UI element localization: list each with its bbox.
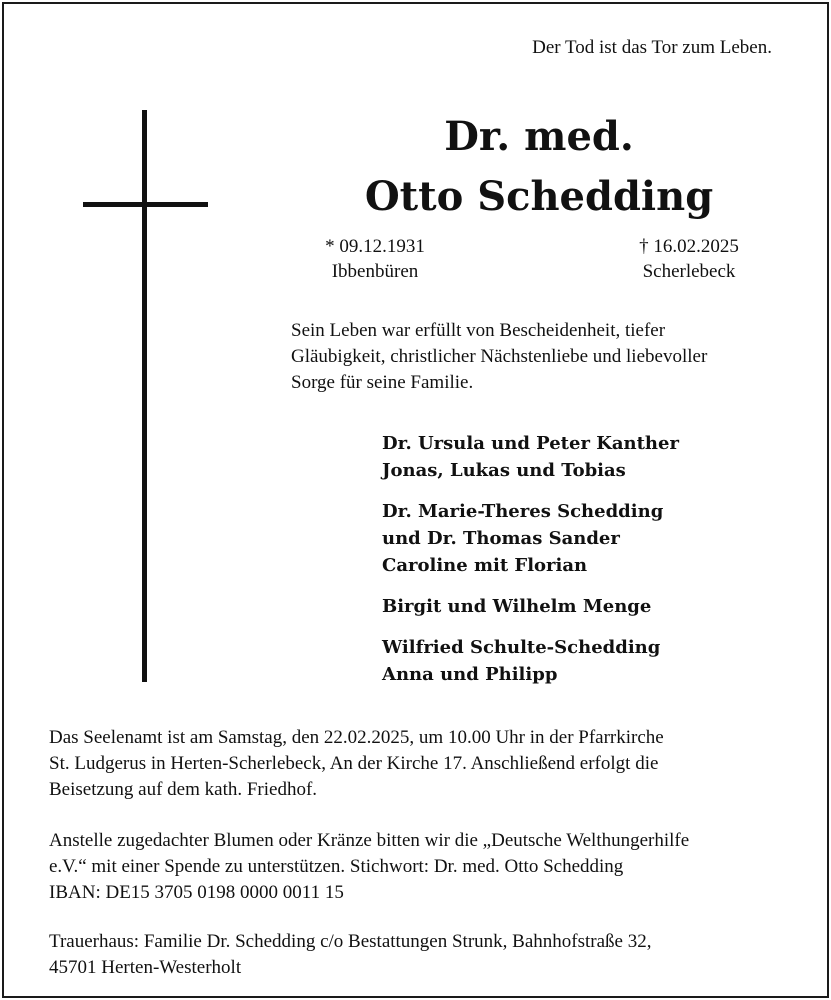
deceased-name: Otto Schedding <box>364 173 714 220</box>
service-line: Das Seelenamt ist am Samstag, den 22.02.2025, um 10.00 Uhr in der Pfarrkirche <box>49 727 664 748</box>
mourner-line: Birgit und Wilhelm Menge <box>382 596 652 617</box>
cross-horizontal-bar <box>83 202 208 207</box>
mourner-line: Dr. Marie-Theres Schedding <box>382 501 664 522</box>
mourner-group <box>382 634 802 688</box>
mourner-line: Dr. Ursula und Peter Kanther <box>382 433 679 454</box>
deceased-name-block <box>304 107 774 227</box>
mourning-house-address <box>49 929 809 981</box>
mourners-list <box>382 430 802 702</box>
mourner-group <box>382 430 802 484</box>
motto: Der Tod ist das Tor zum Leben. <box>532 37 772 58</box>
tribute-line: Sorge für seine Familie. <box>291 372 474 393</box>
mourner-line: Anna und Philipp <box>382 664 558 685</box>
obituary-notice <box>2 2 829 998</box>
address-line: 45701 Herten-Westerholt <box>49 957 242 978</box>
service-line: Beisetzung auf dem kath. Friedhof. <box>49 779 318 800</box>
donation-line: e.V.“ mit einer Spende zu unterstützen. Stichwort: Dr. med. Otto Schedding <box>49 856 624 877</box>
mourner-line: und Dr. Thomas Sander <box>382 528 620 549</box>
mourner-group <box>382 498 802 579</box>
mourner-line: Caroline mit Florian <box>382 555 588 576</box>
deceased-title: Dr. med. <box>444 113 634 160</box>
birth-place: Ibbenbüren <box>331 261 419 282</box>
birth-date: * 09.12.1931 <box>325 236 425 257</box>
donation-info <box>49 828 809 906</box>
donation-line: Anstelle zugedachter Blumen oder Kränze bitten wir die „Deutsche Welthungerhilfe <box>49 830 690 851</box>
mourner-line: Wilfried Schulte-Schedding <box>382 637 661 658</box>
donation-iban: IBAN: DE15 3705 0198 0000 0011 15 <box>49 882 344 903</box>
service-info <box>49 725 809 803</box>
tribute-text <box>291 318 791 396</box>
cross-vertical-bar <box>142 110 147 682</box>
tribute-line: Gläubigkeit, christlicher Nächstenliebe und liebevoller <box>291 346 708 367</box>
service-line: St. Ludgerus in Herten-Scherlebeck, An der Kirche 17. Anschließend erfolgt die <box>49 753 659 774</box>
death-date: † 16.02.2025 <box>639 236 739 257</box>
address-line: Trauerhaus: Familie Dr. Schedding c/o Bestattungen Strunk, Bahnhofstraße 32, <box>49 931 652 952</box>
mourner-line: Jonas, Lukas und Tobias <box>382 460 626 481</box>
mourner-group <box>382 593 802 620</box>
birth-info <box>320 234 430 284</box>
death-info <box>629 234 749 284</box>
tribute-line: Sein Leben war erfüllt von Bescheidenheit, tiefer <box>291 320 666 341</box>
death-place: Scherlebeck <box>642 261 736 282</box>
